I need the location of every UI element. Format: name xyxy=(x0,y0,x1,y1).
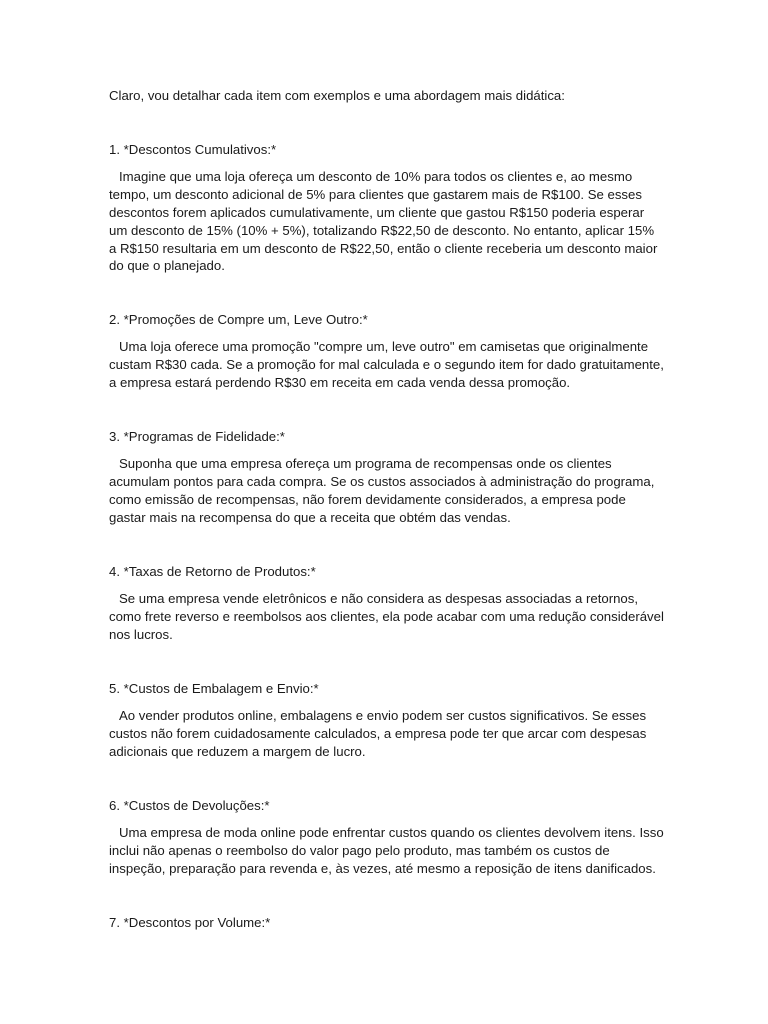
section-heading: 5. *Custos de Embalagem e Envio:* xyxy=(109,681,319,696)
section-heading: 4. *Taxas de Retorno de Produtos:* xyxy=(109,564,316,579)
section-paragraph: Imagine que uma loja ofereça um desconto de 10% para todos os clientes e, ao mesmo tempo, um desconto adicional de 5% para clientes que gastarem mais de R$100. Se esses descontos forem aplicados cumulativamente, um cliente que gastou R$150 poderia esperar um desconto de 15% (10% + 5%), totalizando R$22,50 de desconto. No entanto, aplicar 15% a R$150 resultaria em um desconto de R$22,50, então o cliente receberia um desconto maior do que o planejado. xyxy=(109,168,658,274)
intro-paragraph: Claro, vou detalhar cada item com exemplos e uma abordagem mais didática: xyxy=(109,88,565,103)
section-1 xyxy=(109,141,665,275)
section-paragraph: Se uma empresa vende eletrônicos e não considera as despesas associadas a retornos, como frete reverso e reembolsos aos clientes, ela pode acabar com uma redução considerável nos lucros. xyxy=(109,590,664,642)
section-5 xyxy=(109,680,665,761)
section-paragraph: Uma empresa de moda online pode enfrentar custos quando os clientes devolvem itens. Isso inclui não apenas o reembolso do valor pago pelo produto, mas também os custos de inspeção, preparação para revenda e, às vezes, até mesmo a reposição de itens danificados. xyxy=(109,824,664,876)
section-paragraph: Uma loja oferece uma promoção "compre um, leve outro" em camisetas que originalmente custam R$30 cada. Se a promoção for mal calculada e o segundo item for dado gratuitamente, a empresa estará perdendo R$30 em receita em cada venda dessa promoção. xyxy=(109,338,664,390)
section-heading: 3. *Programas de Fidelidade:* xyxy=(109,429,285,444)
section-6 xyxy=(109,797,665,878)
section-heading: 6. *Custos de Devoluções:* xyxy=(109,798,270,813)
section-heading: 1. *Descontos Cumulativos:* xyxy=(109,142,277,157)
section-7 xyxy=(109,914,665,932)
section-3 xyxy=(109,428,665,527)
section-4 xyxy=(109,563,665,644)
section-heading: 2. *Promoções de Compre um, Leve Outro:* xyxy=(109,312,368,327)
section-paragraph: Ao vender produtos online, embalagens e envio podem ser custos significativos. Se esses custos não forem cuidadosamente calculados, a empresa pode ter que arcar com despesas adicionais que reduzem a margem de lucro. xyxy=(109,707,647,759)
section-heading: 7. *Descontos por Volume:* xyxy=(109,915,271,930)
section-paragraph: Suponha que uma empresa ofereça um programa de recompensas onde os clientes acumulam pontos para cada compra. Se os custos associados à administração do programa, como emissão de recompensas, não forem devidamente considerados, a empresa pode gastar mais na recompensa do que a receita que obtém das vendas. xyxy=(109,455,655,525)
section-2 xyxy=(109,311,665,392)
